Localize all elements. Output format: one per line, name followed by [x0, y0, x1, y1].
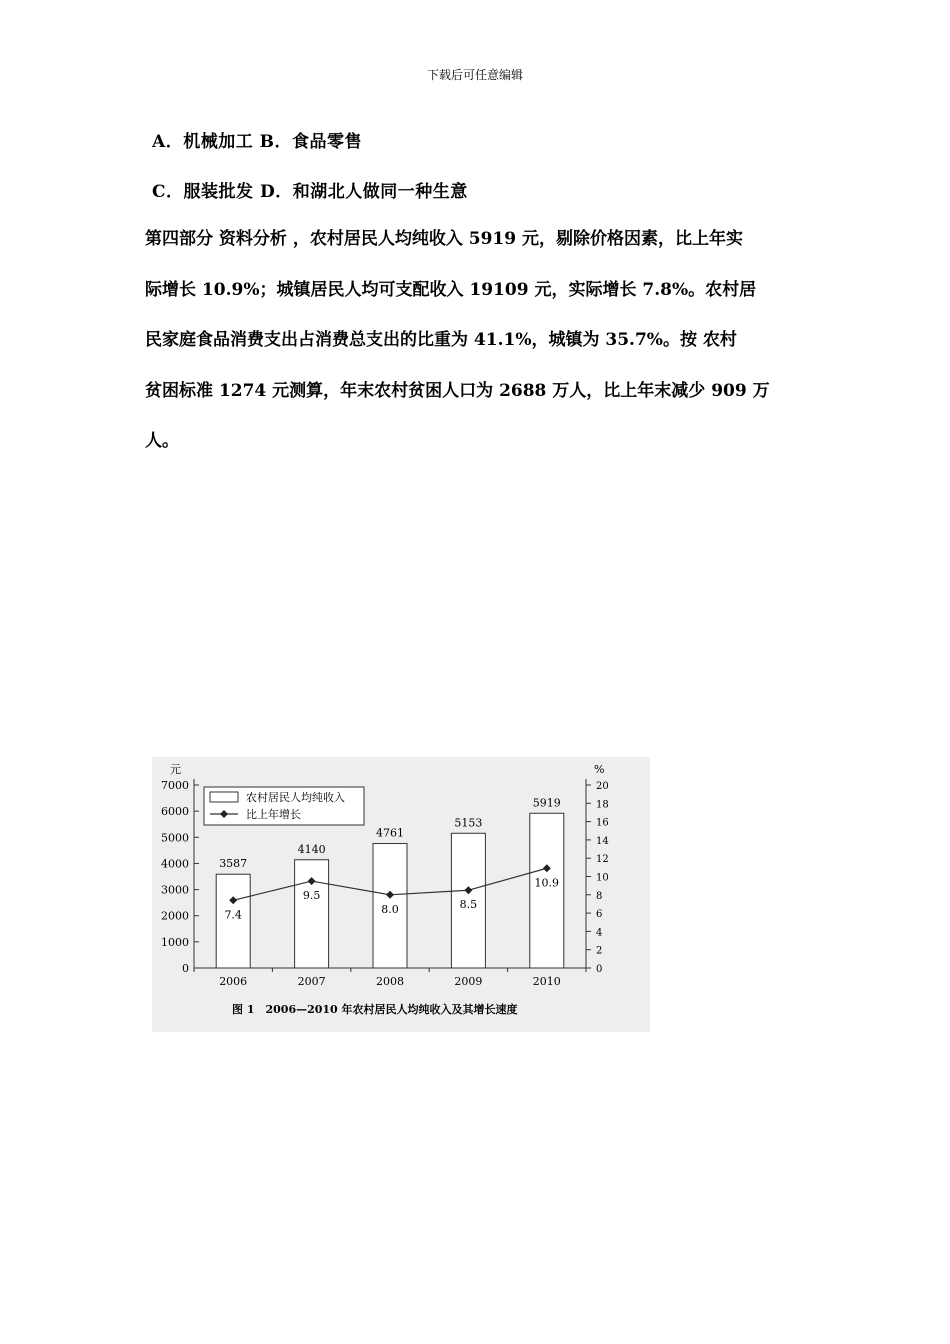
right-tick-label: 18 — [596, 799, 609, 811]
left-tick-label: 3000 — [161, 883, 189, 897]
growth-label: 7.4 — [224, 908, 242, 922]
right-tick-label: 10 — [596, 872, 609, 884]
x-tick-label: 2010 — [532, 975, 561, 988]
income-chart-figure — [152, 757, 650, 1032]
x-tick-label: 2006 — [219, 975, 248, 988]
right-tick-label: 16 — [596, 817, 609, 829]
x-tick-label: 2009 — [454, 975, 483, 988]
legend-bar-swatch — [210, 792, 238, 802]
income-bar-label: 5919 — [532, 796, 561, 810]
passage-line-1: 第四部分 资料分析 ，农村居民人均纯收入 5919 元，剔除价格因素，比上年实 — [145, 229, 743, 249]
left-tick-label: 5000 — [161, 831, 189, 845]
right-tick-label: 8 — [596, 890, 603, 902]
income-bar-label: 3587 — [219, 857, 248, 871]
income-chart — [152, 757, 650, 1032]
income-bar — [295, 860, 329, 968]
right-tick-label: 0 — [596, 964, 603, 975]
right-tick-label: 12 — [596, 854, 609, 866]
income-bar — [530, 813, 564, 968]
growth-label: 8.0 — [381, 902, 399, 916]
left-tick-label: 6000 — [161, 805, 189, 819]
passage — [145, 214, 810, 467]
answer-options-ab: A．机械加工 B．食品零售 — [152, 132, 362, 152]
passage-line-4: 贫困标准 1274 元测算，年末农村贫困人口为 2688 万人，比上年末减少 909 万 — [145, 380, 770, 401]
left-tick-label: 2000 — [161, 909, 189, 923]
right-tick-label: 2 — [596, 945, 603, 957]
right-axis-unit: % — [594, 763, 605, 776]
left-tick-label: 4000 — [161, 857, 189, 871]
income-bar-label: 4761 — [376, 826, 404, 840]
right-tick-label: 20 — [596, 781, 609, 792]
legend-bar-label: 农村居民人均纯收入 — [246, 791, 345, 804]
left-tick-label: 0 — [182, 962, 189, 975]
chart-caption: 图 1 2006—2010 年农村居民人均纯收入及其增长速度 — [232, 1003, 518, 1016]
legend-line-label: 比上年增长 — [246, 808, 301, 821]
right-tick-label: 4 — [596, 927, 603, 939]
left-tick-label: 1000 — [161, 935, 189, 949]
right-tick-label: 14 — [596, 835, 609, 847]
right-tick-label: 6 — [596, 909, 603, 921]
x-tick-label: 2008 — [376, 975, 404, 988]
passage-line-5: 人。 — [145, 431, 179, 451]
answer-options-cd: C．服装批发 D．和湖北人做同一种生意 — [152, 182, 468, 202]
passage-line-3: 民家庭食品消费支出占消费总支出的比重为 41.1%，城镇为 35.7%。按 农村 — [145, 330, 737, 350]
growth-label: 9.5 — [302, 889, 321, 903]
x-tick-label: 2007 — [297, 975, 326, 988]
income-bar-label: 4140 — [297, 842, 326, 856]
left-axis-unit: 元 — [170, 763, 181, 776]
growth-label: 8.5 — [459, 898, 478, 912]
page-header: 下载后可任意编辑 — [426, 68, 523, 82]
income-bar-label: 5153 — [454, 816, 483, 830]
left-tick-label: 7000 — [161, 779, 189, 792]
growth-label: 10.9 — [534, 876, 560, 890]
passage-line-2: 际增长 10.9%；城镇居民人均可支配收入 19109 元，实际增长 7.8%。农村居 — [145, 279, 757, 300]
